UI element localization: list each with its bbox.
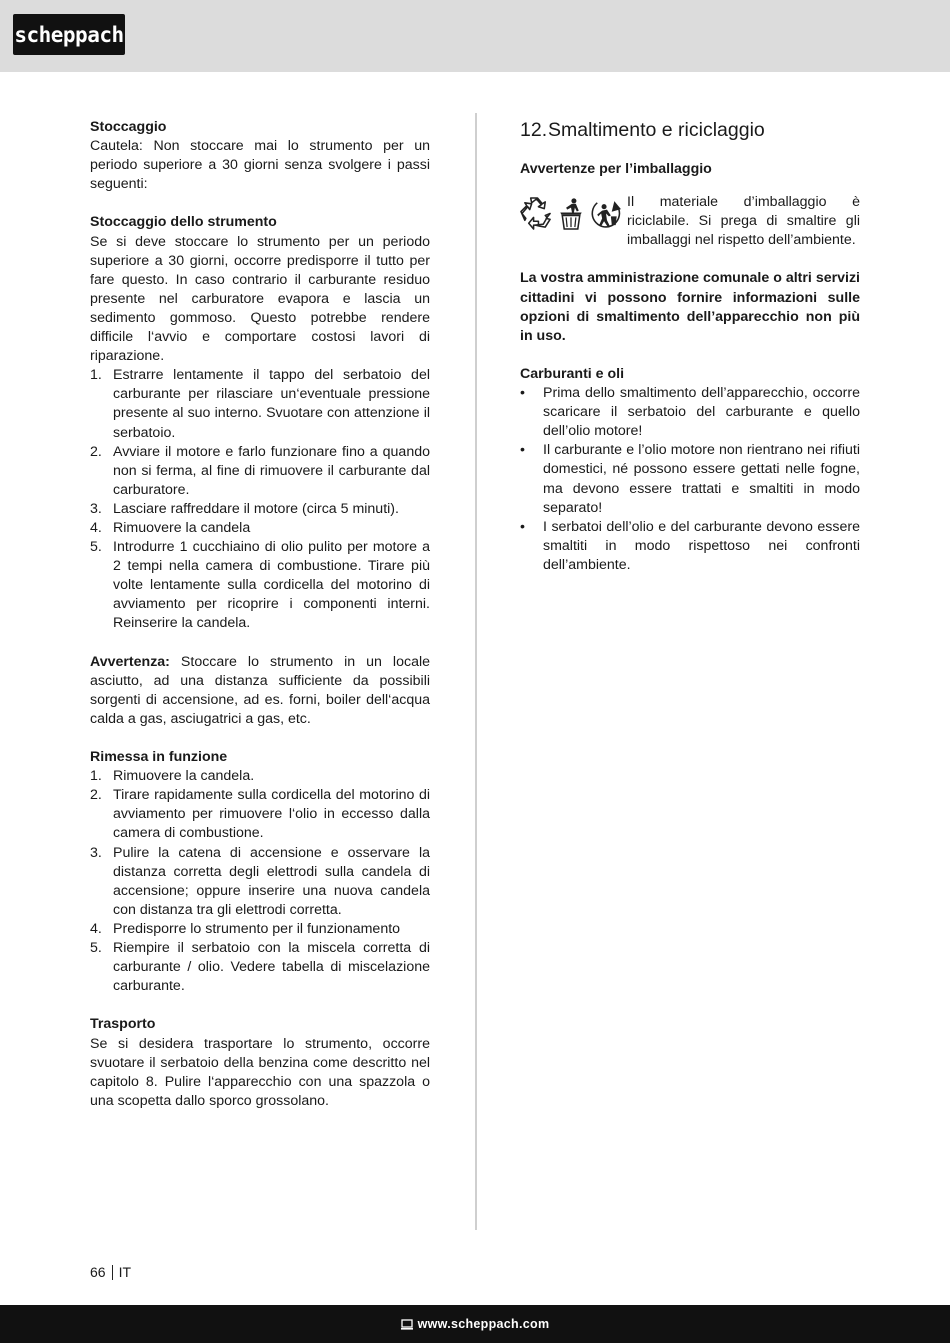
- list-item: 3. Pulire la catena di accensione e osservare la distanza corretta degli elettrodi sulla candela di accensione; oppure inserire una nuova candela con distanza tra gli elettrodi corretta.: [90, 844, 430, 918]
- list-item: 1. Rimuovere la candela.: [90, 768, 255, 785]
- chapter-title: Smaltimento e riciclaggio: [548, 119, 765, 141]
- page-number: 66: [90, 1264, 106, 1280]
- list-item: • Prima dello smaltimento dell’apparecchio, occorre scaricare il serbatoio del carburante e quello dell’olio motore!: [520, 385, 860, 440]
- list-item: 5. Introdurre 1 cucchiaino di olio pulito per motore a 2 tempi nella camera di combustione. Tirare più volte lentamente sulla cordicella del motorino di avviamento per ricoprire i componenti interni. Reinserire la candela.: [90, 539, 430, 632]
- list-item: • I serbatoi dell’olio e del carburante devono essere smaltiti in modo rispettoso nei confronti dell’ambiente.: [520, 518, 860, 573]
- packaging-icons: [520, 197, 623, 230]
- page-number-block: [90, 1264, 131, 1280]
- scheppach-logo: scheppach: [13, 14, 125, 55]
- fuels-heading: Carburanti e oli: [520, 365, 625, 382]
- list-item: 1. Estrarre lentamente il tappo del serbatoio del carburante per rilasciare un‘eventuale pressione presente al suo interno. Svuotare con attenzione il serbatoio.: [90, 367, 430, 441]
- municipal-info-paragraph: La vostra amministrazione comunale o altri servizi cittadini vi possono fornire informazioni sulle opzioni di smaltimento dell’apparecchio non più in uso.: [520, 270, 860, 344]
- separator: [112, 1265, 113, 1280]
- language-code: IT: [118, 1264, 132, 1280]
- trash-bin-icon: [557, 197, 585, 230]
- packaging-paragraph: Il materiale d’imballaggio è riciclabile. Si prega di smaltire gli imballaggi nel rispetto dell’ambiente.: [627, 194, 860, 249]
- right-column: [520, 118, 860, 575]
- list-item: 2. Tirare rapidamente sulla cordicella del motorino di avviamento per rimuovere l‘olio in eccesso dalla camera di combustione.: [90, 787, 430, 842]
- page-header: [0, 0, 950, 72]
- transport-heading: Trasporto: [90, 1016, 156, 1033]
- storage-steps-list: [90, 366, 430, 633]
- warning-label: Avvertenza:: [90, 653, 170, 670]
- page-footer: [0, 1305, 950, 1343]
- list-item: 5. Riempire il serbatoio con la miscela corretta di carburante / olio. Vedere tabella di miscelazione carburante.: [90, 940, 430, 995]
- column-divider: [475, 113, 477, 1230]
- fuels-bullet-list: [520, 384, 860, 575]
- transport-paragraph: Se si desidera trasportare lo strumento, occorre svuotare il serbatoio della benzina come descritto nel capitolo 8. Pulire l‘apparecchio con una spazzola o una scopetta dallo sporco grossolano.: [90, 1035, 430, 1109]
- tool-storage-heading: Stoccaggio dello strumento: [90, 214, 277, 231]
- recycle-icon: [520, 197, 553, 230]
- list-item: 2. Avviare il motore e farlo funzionare fino a quando non si ferma, al fine di rimuovere il carburante dal carburatore.: [90, 443, 430, 498]
- list-item: 4. Rimuovere la candela: [90, 519, 251, 536]
- storage-paragraph: Cautela: Non stoccare mai lo strumento per un periodo superiore a 30 giorni senza svolgere i passi seguenti:: [90, 138, 430, 193]
- restart-steps-list: [90, 767, 430, 996]
- warning-paragraph: Avvertenza: Stoccare lo strumento in un locale asciutto, ad una distanza sufficiente da possibili sorgenti di accensione, ad es. forni, boiler dell‘acqua calda a gas, asciugatrici a gas, etc.: [90, 653, 430, 727]
- chapter-number: 12.: [520, 119, 548, 141]
- packaging-block: [520, 193, 860, 250]
- website-link[interactable]: www.scheppach.com: [417, 1317, 550, 1331]
- tidyman-icon: [589, 197, 623, 230]
- storage-heading: Stoccaggio: [90, 119, 167, 135]
- restart-heading: Rimessa in funzione: [90, 749, 228, 766]
- list-item: 3. Lasciare raffreddare il motore (circa 5 minuti).: [90, 500, 399, 517]
- list-item: • Il carburante e l’olio motore non rientrano nei rifiuti domestici, né possono essere gettati nelle fogne, ma devono essere trattati e smaltiti in modo separato!: [520, 442, 860, 516]
- tool-storage-paragraph: Se si deve stoccare lo strumento per un periodo superiore a 30 giorni, occorre predisporre il tutto per fare questo. In caso contrario il carburante residuo presente nel carburatore evapora e lascia un sedimento gommoso. Questo potrebbe rendere difficile l‘avvio e comportare costosi lavori di riparazione.: [90, 233, 430, 365]
- chapter-heading: [520, 118, 860, 142]
- list-item: 4. Predisporre lo strumento per il funzionamento: [90, 920, 401, 937]
- computer-icon: [401, 1319, 413, 1330]
- left-column: [90, 118, 430, 1111]
- packaging-heading: Avvertenze per l’imballaggio: [520, 161, 712, 177]
